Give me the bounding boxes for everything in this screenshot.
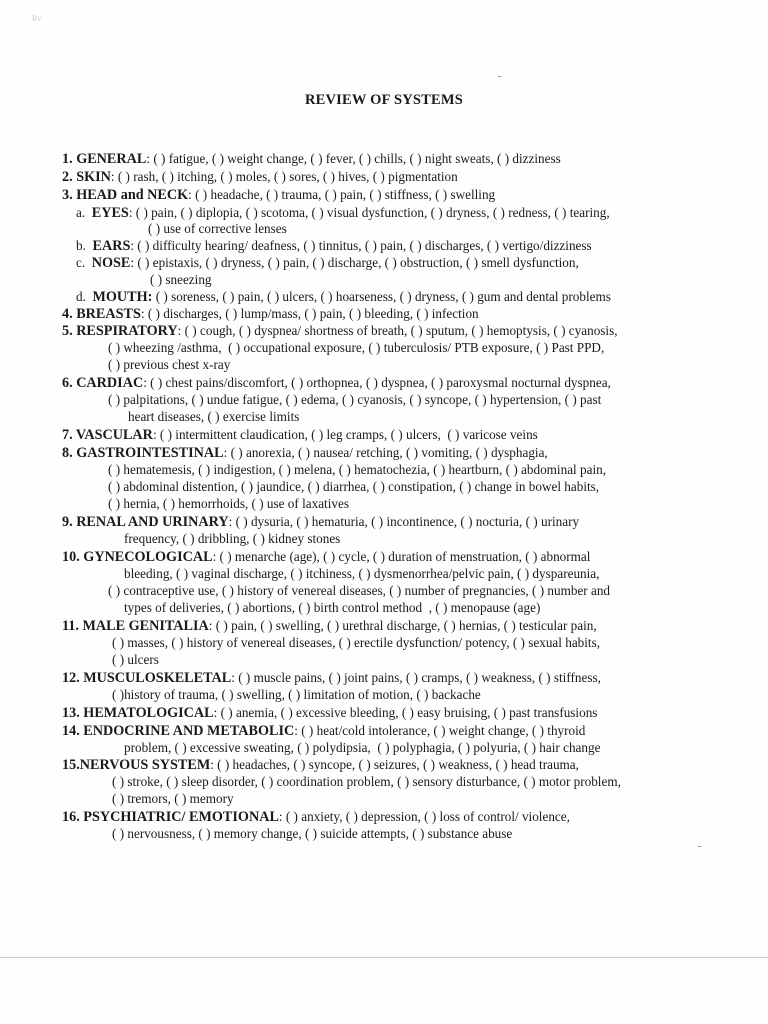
symptom-checklist-text: : ( ) menarche (age), ( ) cycle, ( ) duration of menstruation, ( ) abnormal [212, 549, 591, 564]
page-title: REVIEW OF SYSTEMS [304, 92, 464, 108]
symptom-checklist-text: : ( ) pain, ( ) swelling, ( ) urethral discharge, ( ) hernias, ( ) testicular pain, [208, 618, 597, 633]
sub-item-letter: a. [76, 205, 92, 220]
systems-line [62, 444, 548, 462]
system-heading: 9. RENAL AND URINARY [62, 514, 229, 530]
system-heading: 6. CARDIAC [62, 375, 144, 391]
system-heading: 10. GYNECOLOGICAL [62, 549, 213, 565]
symptom-checklist-text: : ( ) epistaxis, ( ) dryness, ( ) pain, ( ) discharge, ( ) obstruction, ( ) smell dysfunction, [130, 255, 579, 270]
systems-line [112, 634, 600, 651]
system-heading: 15.NERVOUS SYSTEM [62, 757, 211, 773]
symptom-checklist-text: heart diseases, ( ) exercise limits [128, 409, 300, 424]
systems-line [62, 426, 538, 444]
systems-line [150, 271, 212, 288]
systems-line [62, 808, 570, 826]
symptom-checklist-text: ( ) masses, ( ) history of venereal diseases, ( ) erectile dysfunction/ potency, ( ) sexual habits, [112, 635, 601, 650]
symptom-checklist-text: : ( ) intermittent claudication, ( ) leg cramps, ( ) ulcers, ( ) varicose veins [152, 427, 538, 442]
systems-line [62, 548, 590, 566]
symptom-checklist-text: ( ) hernia, ( ) hemorrhoids, ( ) use of laxatives [108, 496, 349, 511]
system-heading: 1. GENERAL [62, 151, 147, 167]
systems-line [108, 478, 599, 495]
symptom-checklist-text: frequency, ( ) dribbling, ( ) kidney stones [124, 531, 341, 546]
systems-line [62, 669, 601, 687]
sub-item-letter: d. [76, 289, 93, 304]
system-heading: 14. ENDOCRINE AND METABOLIC [62, 723, 295, 739]
systems-line [62, 322, 618, 340]
systems-line [76, 237, 592, 255]
symptom-checklist-text: ( ) palpitations, ( ) undue fatigue, ( ) edema, ( ) cyanosis, ( ) syncope, ( ) hypertension, ( ) past [108, 392, 602, 407]
symptom-checklist-text: ( ) use of corrective lenses [148, 221, 287, 236]
scan-speck [698, 846, 701, 847]
systems-line [112, 825, 512, 842]
symptom-checklist-text: : ( ) difficulty hearing/ deafness, ( ) tinnitus, ( ) pain, ( ) discharges, ( ) vertigo/dizziness [130, 238, 592, 253]
system-heading: 7. VASCULAR [62, 427, 153, 443]
systems-line [62, 704, 597, 722]
symptom-checklist-text: : ( ) muscle pains, ( ) joint pains, ( ) cramps, ( ) weakness, ( ) stiffness, [231, 670, 601, 685]
symptom-checklist-text: : ( ) anorexia, ( ) nausea/ retching, ( ) vomiting, ( ) dysphagia, [223, 445, 548, 460]
symptom-checklist-text: : ( ) anxiety, ( ) depression, ( ) loss of control/ violence, [278, 809, 570, 824]
symptom-checklist-text: ( ) sneezing [150, 272, 212, 287]
systems-line [62, 305, 479, 323]
system-heading: 16. PSYCHIATRIC/ EMOTIONAL [62, 809, 279, 825]
system-heading: 3. HEAD and NECK [62, 187, 189, 203]
systems-line [108, 582, 610, 599]
system-heading: 8. GASTROINTESTINAL [62, 445, 224, 461]
faint-corner-mark: Rv [32, 14, 42, 23]
systems-line [108, 356, 230, 373]
symptom-checklist-text: : ( ) chest pains/discomfort, ( ) orthopnea, ( ) dyspnea, ( ) paroxysmal nocturnal dyspnea, [143, 375, 611, 390]
systems-line [108, 495, 349, 512]
symptom-checklist-text: ( ) tremors, ( ) memory [112, 791, 234, 806]
sub-item-letter: b. [76, 238, 93, 253]
systems-line [62, 186, 495, 204]
system-heading: 2. SKIN [62, 169, 111, 185]
symptom-checklist-text: ( ) contraceptive use, ( ) history of venereal diseases, ( ) number of pregnancies, ( ) number and [108, 583, 611, 598]
system-heading: EYES [91, 205, 129, 221]
systems-line [62, 722, 585, 740]
systems-line [112, 773, 621, 790]
system-heading: EARS [92, 238, 131, 254]
system-heading: 5. RESPIRATORY [62, 323, 178, 339]
system-heading: 11. MALE GENITALIA [62, 618, 209, 634]
symptom-checklist-text: : ( ) pain, ( ) diplopia, ( ) scotoma, ( ) visual dysfunction, ( ) dryness, ( ) redness, ( ) tearing, [128, 205, 610, 220]
sub-item-letter: c. [76, 255, 92, 270]
system-heading: 13. HEMATOLOGICAL [62, 705, 214, 721]
systems-line [62, 168, 458, 186]
systems-line [112, 651, 159, 668]
symptom-checklist-text: ( ) wheezing /asthma, ( ) occupational exposure, ( ) tuberculosis/ PTB exposure, ( ) Past PPD, [108, 340, 605, 355]
systems-line [62, 513, 579, 531]
symptom-checklist-text: : ( ) headaches, ( ) syncope, ( ) seizures, ( ) weakness, ( ) head trauma, [210, 757, 579, 772]
symptom-checklist-text: : ( ) fatigue, ( ) weight change, ( ) fever, ( ) chills, ( ) night sweats, ( ) dizziness [146, 151, 561, 166]
systems-line [76, 254, 579, 272]
systems-line [108, 339, 604, 356]
systems-line [76, 288, 611, 306]
symptom-checklist-text: ( ) previous chest x-ray [108, 357, 231, 372]
systems-line [108, 461, 606, 478]
systems-line [62, 374, 611, 392]
systems-line [124, 565, 599, 582]
system-heading: 4. BREASTS [62, 306, 141, 322]
systems-line [112, 790, 234, 807]
page-bottom-edge [0, 957, 768, 958]
symptom-checklist-text: : ( ) heat/cold intolerance, ( ) weight change, ( ) thyroid [294, 723, 586, 738]
scan-speck [498, 76, 501, 77]
symptom-checklist-text: : ( ) dysuria, ( ) hematuria, ( ) incontinence, ( ) nocturia, ( ) urinary [228, 514, 580, 529]
systems-line [112, 686, 481, 703]
symptom-checklist-text: : ( ) headache, ( ) trauma, ( ) pain, ( ) stiffness, ( ) swelling [188, 187, 496, 202]
system-heading: 12. MUSCULOSKELETAL [62, 670, 232, 686]
symptom-checklist-text: : ( ) discharges, ( ) lump/mass, ( ) pain, ( ) bleeding, ( ) infection [140, 306, 479, 321]
symptom-checklist-text: bleeding, ( ) vaginal discharge, ( ) itchiness, ( ) dysmenorrhea/pelvic pain, ( ) dyspareunia, [124, 566, 600, 581]
systems-line [62, 150, 561, 168]
systems-line [148, 220, 287, 237]
system-heading: NOSE [91, 255, 131, 271]
systems-line [62, 756, 579, 774]
symptom-checklist-text: problem, ( ) excessive sweating, ( ) polydipsia, ( ) polyphagia, ( ) polyuria, ( ) hair change [124, 740, 601, 755]
symptom-checklist-text: : ( ) rash, ( ) itching, ( ) moles, ( ) sores, ( ) hives, ( ) pigmentation [110, 169, 458, 184]
systems-line [108, 391, 601, 408]
symptom-checklist-text: ( ) nervousness, ( ) memory change, ( ) suicide attempts, ( ) substance abuse [112, 826, 513, 841]
system-heading: MOUTH: [92, 289, 153, 305]
symptom-checklist-text: ( ) ulcers [112, 652, 159, 667]
systems-line [124, 739, 600, 756]
symptom-checklist-text: ( ) hematemesis, ( ) indigestion, ( ) melena, ( ) hematochezia, ( ) heartburn, ( ) abdominal pain, [108, 462, 607, 477]
systems-line [124, 599, 540, 616]
symptom-checklist-text: : ( ) anemia, ( ) excessive bleeding, ( ) easy bruising, ( ) past transfusions [213, 705, 598, 720]
symptom-checklist-text: ( ) soreness, ( ) pain, ( ) ulcers, ( ) hoarseness, ( ) dryness, ( ) gum and dental problems [152, 289, 611, 304]
symptom-checklist-text: ( ) abdominal distention, ( ) jaundice, ( ) diarrhea, ( ) constipation, ( ) change in bowel habits, [108, 479, 600, 494]
symptom-checklist-text: ( )history of trauma, ( ) swelling, ( ) limitation of motion, ( ) backache [112, 687, 481, 702]
systems-line [124, 530, 340, 547]
systems-line [62, 617, 597, 635]
symptom-checklist-text: : ( ) cough, ( ) dyspnea/ shortness of breath, ( ) sputum, ( ) hemoptysis, ( ) cyanosis, [177, 323, 618, 338]
symptom-checklist-text: ( ) stroke, ( ) sleep disorder, ( ) coordination problem, ( ) sensory disturbance, ( ) motor problem, [112, 774, 621, 789]
symptom-checklist-text: types of deliveries, ( ) abortions, ( ) birth control method , ( ) menopause (age) [124, 600, 541, 615]
systems-line [128, 408, 299, 425]
